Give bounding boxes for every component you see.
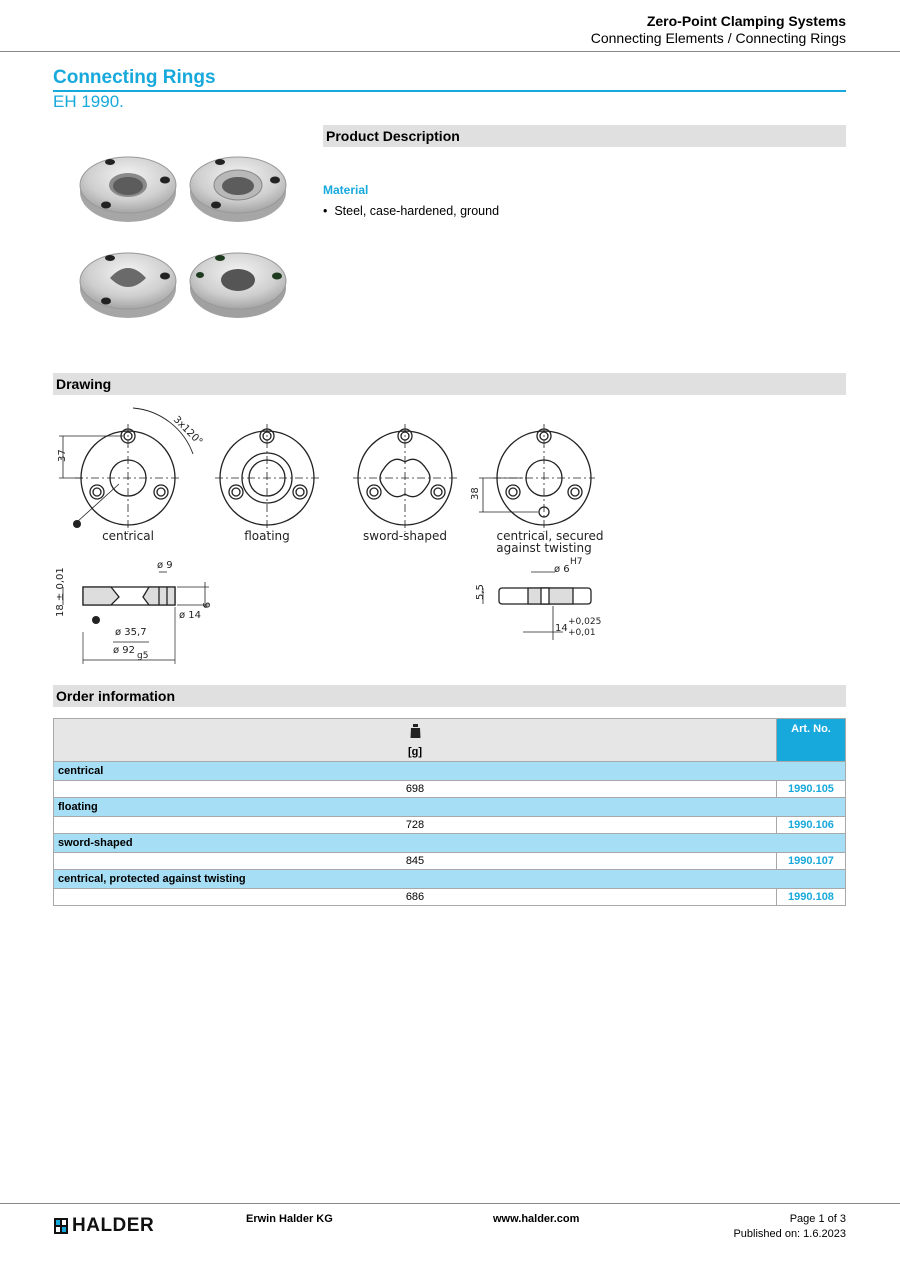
label-sword-shaped: sword-shaped bbox=[363, 529, 447, 543]
header-title: Zero-Point Clamping Systems bbox=[646, 13, 846, 29]
footer-published-date: Published on: 1.6.2023 bbox=[733, 1228, 846, 1240]
page-header bbox=[0, 0, 900, 52]
table-row bbox=[54, 853, 846, 870]
dim-tol-up: +0,025 bbox=[568, 617, 602, 627]
group-row-floating bbox=[54, 798, 846, 817]
table-row bbox=[54, 781, 846, 798]
label-centrical-secured: centrical, secured bbox=[496, 529, 604, 543]
material-item-text: Steel, case-hardened, ground bbox=[334, 204, 500, 218]
art-no-link[interactable]: 1990.108 bbox=[777, 889, 846, 906]
product-photo bbox=[70, 140, 300, 330]
material-item: • Steel, case-hardened, ground bbox=[323, 204, 500, 218]
view-centrical-secured bbox=[479, 424, 595, 532]
group-label: floating bbox=[54, 798, 846, 817]
title-divider bbox=[53, 90, 846, 92]
art-no-link[interactable]: 1990.107 bbox=[777, 853, 846, 870]
weight-column-header bbox=[54, 719, 777, 762]
group-label: sword-shaped bbox=[54, 834, 846, 853]
order-information-heading: Order information bbox=[53, 685, 846, 707]
dim-38: 38 bbox=[470, 487, 481, 500]
dim-55: 5,5 bbox=[475, 584, 486, 600]
weight-unit: [g] bbox=[407, 746, 423, 758]
dim-tol-lo: +0,01 bbox=[568, 628, 596, 638]
art-no-link[interactable]: 1990.106 bbox=[777, 817, 846, 834]
header-breadcrumb: Connecting Elements / Connecting Rings bbox=[590, 30, 846, 46]
weight-value: 728 bbox=[54, 817, 777, 834]
weight-icon bbox=[410, 724, 421, 738]
page-title: Connecting Rings bbox=[53, 67, 216, 88]
dim-d14: ø 14 bbox=[179, 610, 202, 621]
reference-symbols bbox=[73, 520, 100, 624]
art-no-column-header: Art. No. bbox=[777, 719, 846, 762]
dim-18: 18 ± 0,01 bbox=[55, 567, 66, 617]
product-description-heading: Product Description bbox=[323, 125, 846, 147]
footer-divider bbox=[0, 1203, 900, 1204]
table-header-row bbox=[54, 719, 846, 762]
weight-value: 686 bbox=[54, 889, 777, 906]
dim-14: 14 bbox=[555, 623, 568, 634]
group-label: centrical, protected against twisting bbox=[54, 870, 846, 889]
view-centrical bbox=[59, 408, 193, 532]
group-row-centrical bbox=[54, 762, 846, 781]
label-floating: floating bbox=[244, 529, 290, 543]
material-label: Material bbox=[323, 183, 369, 197]
dim-37: 37 bbox=[57, 449, 68, 462]
table-row bbox=[54, 889, 846, 906]
weight-value: 698 bbox=[54, 781, 777, 798]
dim-h7: H7 bbox=[570, 557, 583, 567]
group-label: centrical bbox=[54, 762, 846, 781]
dim-d357: ø 35,7 bbox=[115, 627, 147, 638]
logo-mark-icon bbox=[54, 1218, 68, 1234]
ring-photo-1 bbox=[80, 157, 176, 222]
halder-logo bbox=[54, 1216, 154, 1236]
view-sword-shaped bbox=[353, 424, 457, 532]
view-floating bbox=[215, 424, 319, 532]
ring-photo-4 bbox=[190, 253, 286, 318]
footer-website-link[interactable]: www.halder.com bbox=[493, 1213, 580, 1225]
technical-drawing bbox=[53, 402, 613, 674]
group-row-centrical-protected bbox=[54, 870, 846, 889]
dim-d6: ø 6 bbox=[554, 564, 570, 575]
art-no-link[interactable]: 1990.105 bbox=[777, 781, 846, 798]
drawing-heading: Drawing bbox=[53, 373, 846, 395]
dim-g5: g5 bbox=[137, 651, 149, 661]
group-row-sword-shaped bbox=[54, 834, 846, 853]
weight-value: 845 bbox=[54, 853, 777, 870]
product-code: EH 1990. bbox=[53, 92, 124, 111]
ring-photo-3 bbox=[80, 253, 176, 318]
order-table bbox=[53, 718, 846, 906]
label-against-twisting: against twisting bbox=[496, 541, 592, 555]
dim-d9: ø 9 bbox=[157, 560, 173, 571]
dim-d92: ø 92 bbox=[113, 645, 136, 656]
ring-photo-2 bbox=[190, 157, 286, 222]
logo-text: HALDER bbox=[72, 1215, 155, 1236]
dim-9: 9 bbox=[200, 602, 211, 609]
footer-company: Erwin Halder KG bbox=[246, 1213, 333, 1225]
footer-page-number: Page 1 of 3 bbox=[789, 1213, 846, 1225]
label-centrical: centrical bbox=[102, 529, 154, 543]
table-row bbox=[54, 817, 846, 834]
dim-angle: 3x120° bbox=[170, 414, 205, 448]
